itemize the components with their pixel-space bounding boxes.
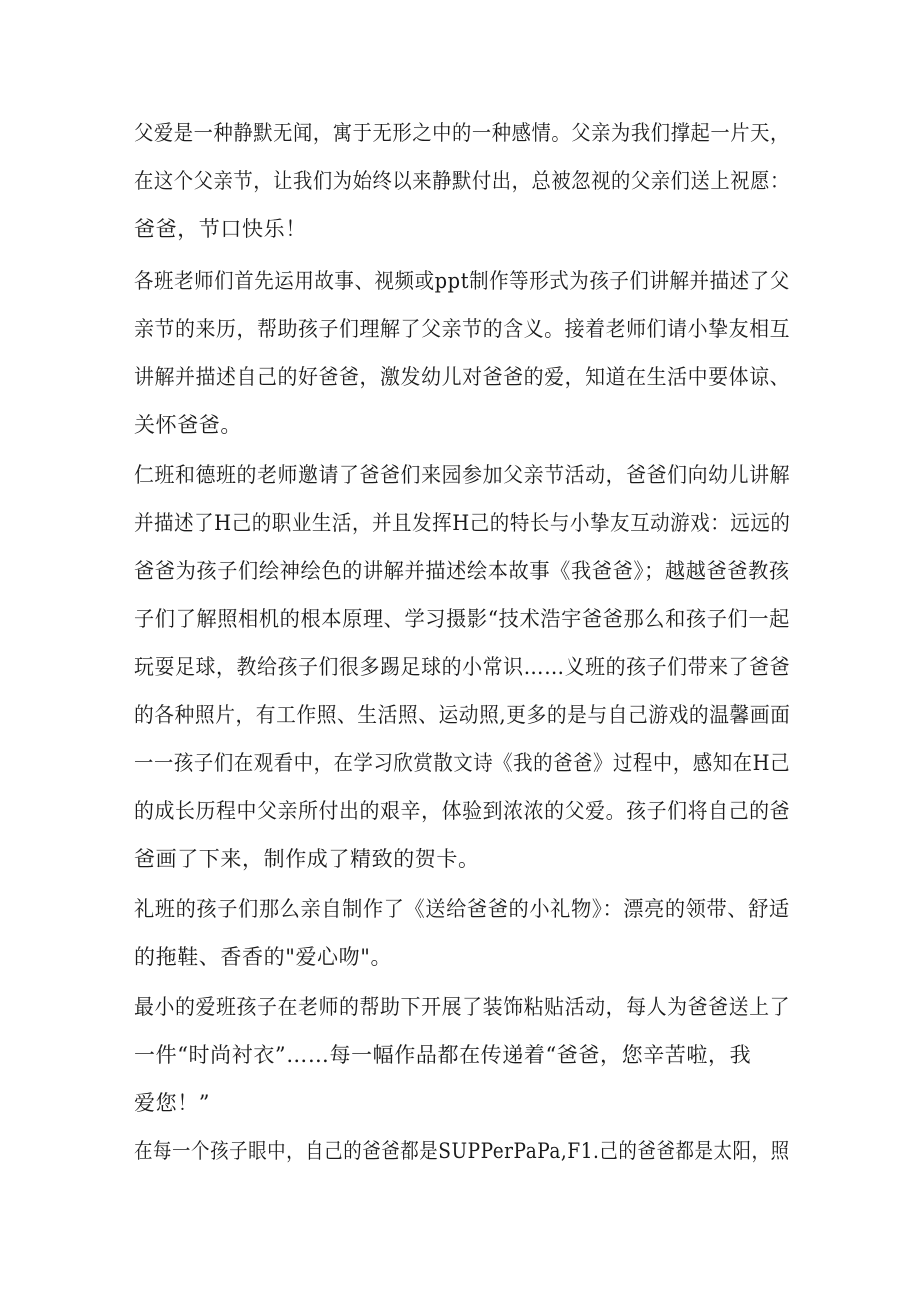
text-line: 并描述了H己的职业生活，并且发挥H己的特长与小挚友互动游戏：远远的 bbox=[134, 511, 791, 535]
text-line: 一件“时尚衬衣”……每一幅作品都在传递着“爸爸，您辛苦啦，我 bbox=[134, 1043, 752, 1067]
text-line: 一一孩子们在观看中，在学习欣赏散文诗《我的爸爸》过程中，感知在H己 bbox=[134, 751, 791, 775]
text-line: 各班老师们首先运用故事、视频或ppt制作等形式为孩子们讲解并描述了父 bbox=[134, 269, 790, 293]
text-line: 在这个父亲节，让我们为始终以来静默付出，总被忽视的父亲们送上祝愿： bbox=[134, 169, 790, 193]
text-line: 玩耍足球，教给孩子们很多踢足球的小常识……义班的孩子们带来了爸爸 bbox=[134, 655, 791, 679]
text-line: 最小的爱班孩子在老师的帮助下开展了装饰粘贴活动，每人为爸爸送上了 bbox=[134, 995, 791, 1019]
text-line: 礼班的孩子们那么亲自制作了《送给爸爸的小礼物》：漂亮的领带、舒适 bbox=[134, 897, 790, 921]
text-line: 的各种照片，有工作照、生活照、运动照,更多的是与自己游戏的温馨画面 bbox=[134, 703, 791, 727]
text-line: 讲解并描述自己的好爸爸，激发幼儿对爸爸的爱，知道在生活中要体谅、 bbox=[134, 365, 791, 389]
text-line: 爱您！” bbox=[134, 1091, 211, 1115]
text-line: 关怀爸爸。 bbox=[134, 413, 242, 437]
text-line: 爸爸，节口快乐！ bbox=[134, 217, 307, 241]
text-line: 的拖鞋、香香的"爱心吻"。 bbox=[134, 945, 393, 969]
text-line: 爸画了下来，制作成了精致的贺卡。 bbox=[134, 847, 480, 871]
text-line: 父爱是一种静默无闻，寓于无形之中的一种感情。父亲为我们撑起一片天， bbox=[134, 121, 790, 145]
text-line: 仁班和德班的老师邀请了爸爸们来园参加父亲节活动，爸爸们向幼儿讲解 bbox=[134, 463, 791, 487]
text-line: 亲节的来历，帮助孩子们理解了父亲节的含义。接着老师们请小挚友相互 bbox=[134, 317, 791, 341]
text-line: 子们了解照相机的根本原理、学习摄影“技术浩宇爸爸那么和孩子们一起 bbox=[134, 607, 790, 631]
text-line: 的成长历程中父亲所付出的艰辛，体验到浓浓的父爱。孩子们将自己的爸 bbox=[134, 799, 791, 823]
text-line: 爸爸为孩子们绘神绘色的讲解并描述绘本故事《我爸爸》；越越爸爸教孩 bbox=[134, 559, 790, 583]
text-line: 在每一个孩子眼中，自己的爸爸都是SUPPerPaPa,F1.己的爸爸都是太阳，照 bbox=[134, 1139, 790, 1163]
